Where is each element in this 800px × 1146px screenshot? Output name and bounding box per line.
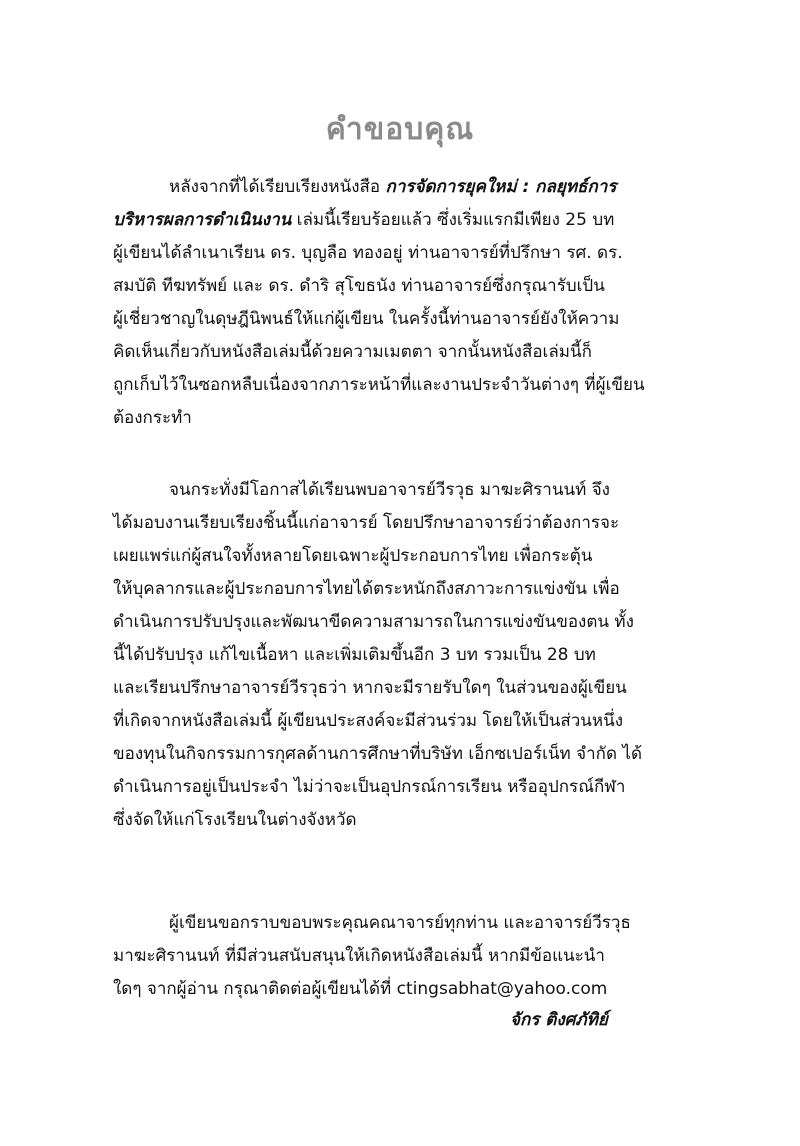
- text-line: ดำเนินการปรับปรุงและพัฒนาขีดความสามารถในการแข่งขันของตน ทั้ง: [113, 612, 634, 632]
- text-line: เผยแพร่แก่ผู้สนใจทั้งหลายโดยเฉพาะผู้ประกอบการไทย เพื่อกระตุ้น: [113, 546, 593, 566]
- text-line: และเรียนปรึกษาอาจารย์วีรวุธว่า หากจะมีรายรับใดๆ ในส่วนของผู้เขียน: [113, 678, 627, 698]
- book-title-emphasis: บริหารผลการดำเนินงาน: [113, 210, 292, 230]
- author-signature: จักร ติงศภัทิย์: [510, 1010, 608, 1030]
- text-line: สมบัติ ทีฆทรัพย์ และ ดร. ดำริ สุโขธนัง ท่านอาจารย์ซึ่งกรุณารับเป็น: [113, 276, 605, 296]
- text-run: เล่มนี้เรียบร้อยแล้ว ซึ่งเริ่มแรกมีเพียง 25 บท: [291, 210, 615, 230]
- text-line: [113, 171, 713, 204]
- text-line: ของทุนในกิจกรรมการกุศลด้านการศึกษาที่บริษัท เอ็กซเปอร์เน็ท จำกัด ได้: [113, 744, 642, 764]
- text-line: ถูกเก็บไว้ในซอกหลืบเนื่องจากภาระหน้าที่และงานประจำวันต่างๆ ที่ผู้เขียน: [113, 375, 645, 395]
- text-line: ให้บุคลากรและผู้ประกอบการไทยได้ตระหนักถึงสภาวะการแข่งขัน เพื่อ: [113, 579, 620, 599]
- page-title: คำขอบคุณ: [325, 112, 475, 147]
- paragraph-3: [113, 907, 713, 1006]
- text-line: ผู้เขียนขอกราบขอบพระคุณคณาจารย์ทุกท่าน และอาจารย์วีรวุธ: [169, 913, 631, 933]
- text-line: ดำเนินการอยู่เป็นประจำ ไม่ว่าจะเป็นอุปกรณ์การเรียน หรืออุปกรณ์กีฬา: [113, 777, 626, 797]
- paragraph-1: [113, 171, 713, 435]
- book-title-emphasis: การจัดการยุคใหม่ : กลยุทธ์การ: [385, 177, 617, 197]
- text-line: ได้มอบงานเรียบเรียงชิ้นนี้แก่อาจารย์ โดยปรึกษาอาจารย์ว่าต้องการจะ: [113, 513, 620, 533]
- text-line: ผู้เขียนได้ลำเนาเรียน ดร. บุญลือ ทองอยู่ ท่านอาจารย์ที่ปรึกษา รศ. ดร.: [113, 243, 623, 263]
- text-line: ที่เกิดจากหนังสือเล่มนี้ ผู้เขียนประสงค์จะมีส่วนร่วม โดยให้เป็นส่วนหนึ่ง: [113, 711, 624, 731]
- paragraph-2: [113, 474, 713, 837]
- text-run: หลังจากที่ได้เรียบเรียงหนังสือ: [169, 177, 386, 197]
- text-line: ต้องกระทำ: [113, 408, 192, 428]
- text-line: มาฆะศิรานนท์ ที่มีส่วนสนับสนุนให้เกิดหนังสือเล่มนี้ หากมีข้อแนะนำ: [113, 946, 605, 966]
- text-line: จนกระทั่งมีโอกาสได้เรียนพบอาจารย์วีรวุธ มาฆะศิรานนท์ จึง: [169, 480, 610, 500]
- text-line: ซึ่งจัดให้แก่โรงเรียนในต่างจังหวัด: [113, 810, 357, 830]
- text-line: ใดๆ จากผู้อ่าน กรุณาติดต่อผู้เขียนได้ที่ ctingsabhat@yahoo.com: [113, 979, 608, 999]
- text-line: นี้ได้ปรับปรุง แก้ไขเนื้อหา และเพิ่มเติมขึ้นอีก 3 บท รวมเป็น 28 บท: [113, 645, 596, 665]
- text-line: คิดเห็นเกี่ยวกับหนังสือเล่มนี้ด้วยความเมตตา จากนั้นหนังสือเล่มนี้ก็: [113, 342, 592, 362]
- text-line: ผู้เชี่ยวชาญในดุษฎีนิพนธ์ให้แก่ผู้เขียน ในครั้งนี้ท่านอาจารย์ยังให้ความ: [113, 309, 620, 329]
- text-line: [113, 204, 713, 237]
